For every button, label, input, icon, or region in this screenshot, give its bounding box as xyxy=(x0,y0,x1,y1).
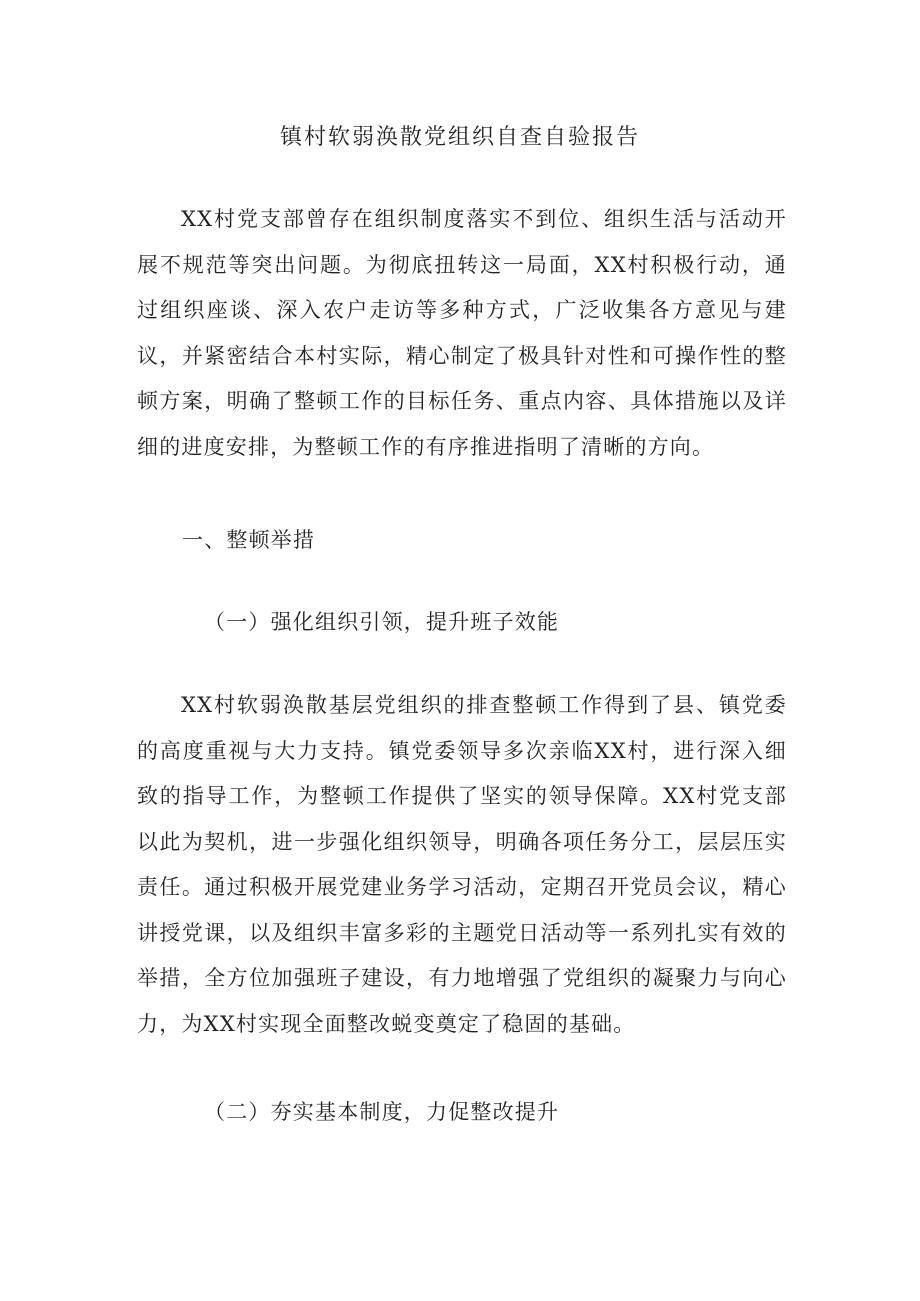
subsection-heading: （二）夯实基本制度，力促整改提升 xyxy=(204,1100,560,1124)
document-title: 镇村软弱涣散党组织自查自验报告 xyxy=(279,125,640,150)
section-heading: 一、整顿举措 xyxy=(182,528,316,552)
subsection-heading: （一）强化组织引领，提升班子效能 xyxy=(204,610,560,634)
intro-paragraph: XX村党支部曾存在组织制度落实不到位、组织生活与活动开展不规范等突出问题。为彻底扭转这一局面，XX村积极行动，通过组织座谈、深入农户走访等多种方式，广泛收集各方意见与建议，并紧密结合本村实际，精心制定了极具针对性和可操作性的整顿方案，明确了整顿工作的目标任务、重点内容、具体措施以及详细的进度安排，为整顿工作的有序推进指明了清晰的方向。 xyxy=(137,207,787,459)
body-paragraph: XX村软弱涣散基层党组织的排查整顿工作得到了县、镇党委的高度重视与大力支持。镇党委领导多次亲临XX村，进行深入细致的指导工作，为整顿工作提供了坚实的领导保障。XX村党支部以此为契机，进一步强化组织领导，明确各项任务分工，层层压实责任。通过积极开展党建业务学习活动，定期召开党员会议，精心讲授党课，以及组织丰富多彩的主题党日活动等一系列扎实有效的举措，全方位加强班子建设，有力地增强了党组织的凝聚力与向心力，为XX村实现全面整改蜕变奠定了稳固的基础。 xyxy=(137,693,787,1036)
